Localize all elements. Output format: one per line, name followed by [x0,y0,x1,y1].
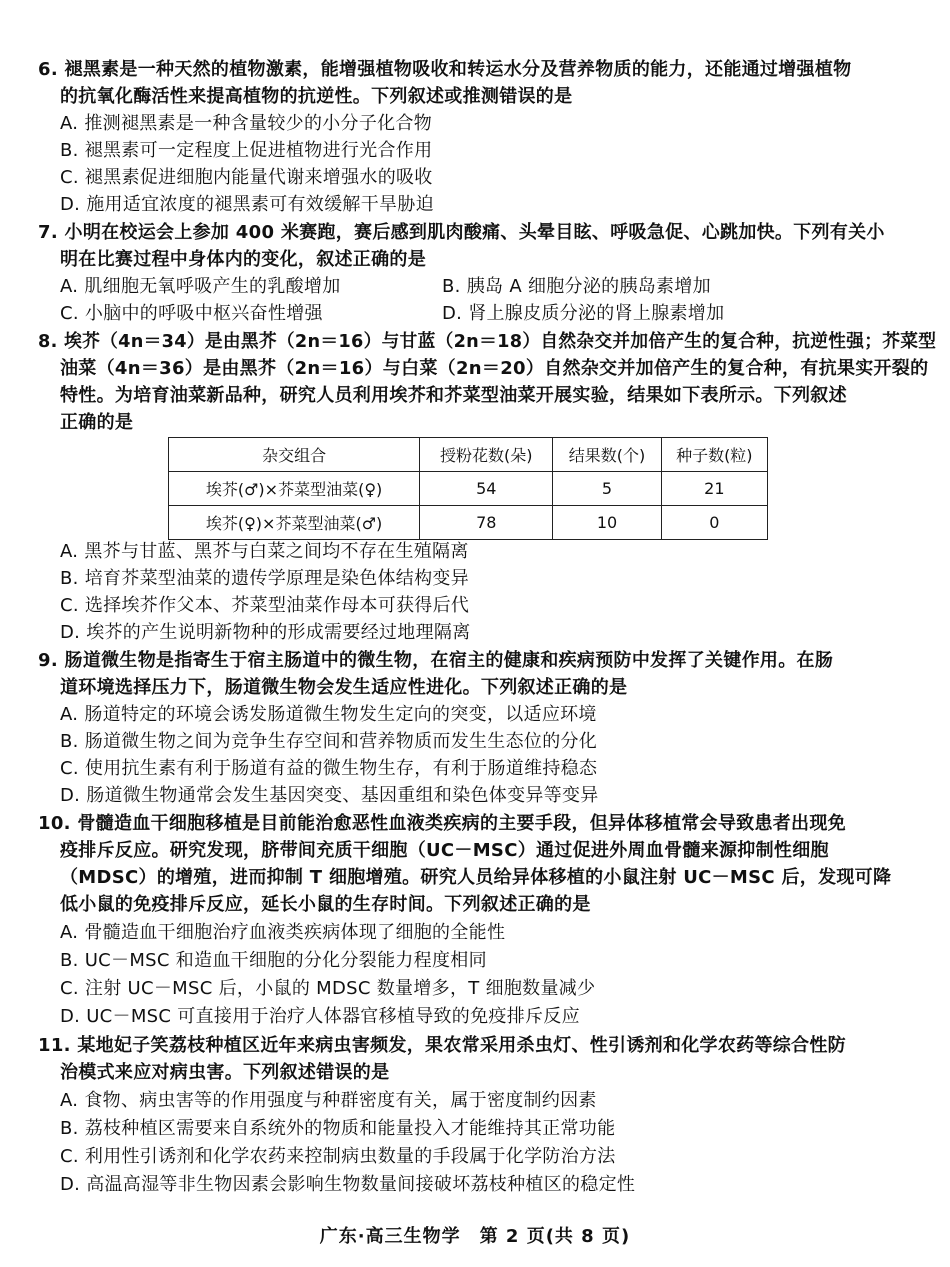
option-a: A. 食物、病虫害等的作用强度与种群密度有关，属于密度制约因素 [60,1090,597,1111]
table-cell: 埃芥(♀)×芥菜型油菜(♂) [169,506,420,540]
option-b: B. 褪黑素可一定程度上促进植物进行光合作用 [60,140,433,161]
option-b: B. UC－MSC 和造血干细胞的分化分裂能力程度相同 [60,950,487,971]
question-stem-line: 疫排斥反应。研究发现，脐带间充质干细胞（UC－MSC）通过促进外周血骨髓来源抑制性细胞 [60,840,829,861]
table-cell: 0 [661,506,767,540]
page-footer: 广东·高三生物学 第 2 页(共 8 页) [319,1226,631,1247]
option-b: B. 荔枝种植区需要来自系统外的物质和能量投入才能维持其正常功能 [60,1118,616,1139]
question-stem-line: （MDSC）的增殖，进而抑制 T 细胞增殖。研究人员给异体移植的小鼠注射 UC－MSC 后，发现可降 [60,867,892,888]
table-row [169,506,768,540]
question-stem-line: 10. 骨髓造血干细胞移植是目前能治愈恶性血液类疾病的主要手段，但异体移植常会导致患者出现免 [38,813,846,834]
question-stem-line: 治模式来应对病虫害。下列叙述错误的是 [60,1062,390,1083]
option-b: B. 肠道微生物之间为竞争生存空间和营养物质而发生生态位的分化 [60,731,598,752]
table-header-row [169,438,768,472]
question-stem-line: 11. 某地妃子笑荔枝种植区近年来病虫害频发，果农常采用杀虫灯、性引诱剂和化学农药等综合性防 [38,1035,846,1056]
option-d: D. 埃芥的产生说明新物种的形成需要经过地理隔离 [60,622,471,643]
table-cell: 5 [553,472,661,506]
table-header-cell: 杂交组合 [169,438,420,472]
table-cell: 10 [553,506,661,540]
question-stem-line: 7. 小明在校运会上参加 400 米赛跑，赛后感到肌肉酸痛、头晕目眩、呼吸急促、心跳加快。下列有关小 [38,222,885,243]
option-b: B. 培育芥菜型油菜的遗传学原理是染色体结构变异 [60,568,469,589]
option-a: A. 黑芥与甘蓝、黑芥与白菜之间均不存在生殖隔离 [60,541,469,562]
question-stem-line: 6. 褪黑素是一种天然的植物激素，能增强植物吸收和转运水分及营养物质的能力，还能通过增强植物 [38,59,852,80]
option-d: D. 施用适宜浓度的褪黑素可有效缓解干旱胁迫 [60,194,434,215]
table-cell: 埃芥(♂)×芥菜型油菜(♀) [169,472,420,506]
option-b: B. 胰岛 A 细胞分泌的胰岛素增加 [442,276,711,297]
option-c: C. 使用抗生素有利于肠道有益的微生物生存，有利于肠道维持稳态 [60,758,598,779]
table-cell: 54 [420,472,553,506]
table-row [169,472,768,506]
table-header-cell: 种子数(粒) [661,438,767,472]
question-stem-line: 低小鼠的免疫排斥反应，延长小鼠的生存时间。下列叙述正确的是 [60,894,591,915]
question-stem-line: 特性。为培育油菜新品种，研究人员利用埃芥和芥菜型油菜开展实验，结果如下表所示。下列叙述 [60,385,847,406]
option-c: C. 注射 UC－MSC 后，小鼠的 MDSC 数量增多，T 细胞数量减少 [60,978,596,999]
table-cell: 21 [661,472,767,506]
question-stem-line: 道环境选择压力下，肠道微生物会发生适应性进化。下列叙述正确的是 [60,677,628,698]
option-d: D. 肠道微生物通常会发生基因突变、基因重组和染色体变异等变异 [60,785,599,806]
option-a: A. 肠道特定的环境会诱发肠道微生物发生定向的突变，以适应环境 [60,704,597,725]
option-a: A. 推测褪黑素是一种含量较少的小分子化合物 [60,113,433,134]
option-a: A. 骨髓造血干细胞治疗血液类疾病体现了细胞的全能性 [60,922,506,943]
option-c: C. 褪黑素促进细胞内能量代谢来增强水的吸收 [60,167,433,188]
option-a: A. 肌细胞无氧呼吸产生的乳酸增加 [60,276,341,297]
question-stem-line: 的抗氧化酶活性来提高植物的抗逆性。下列叙述或推测错误的是 [60,86,573,107]
option-c: C. 利用性引诱剂和化学农药来控制病虫数量的手段属于化学防治方法 [60,1146,616,1167]
question-stem-line: 油菜（4n＝36）是由黑芥（2n＝16）与白菜（2n＝20）自然杂交并加倍产生的复合种，有抗果实开裂的 [60,358,929,379]
table-cell: 78 [420,506,553,540]
option-c: C. 选择埃芥作父本、芥菜型油菜作母本可获得后代 [60,595,470,616]
hybridization-table [168,437,768,540]
option-d: D. 高温高湿等非生物因素会影响生物数量间接破坏荔枝种植区的稳定性 [60,1174,636,1195]
table-header-cell: 结果数(个) [553,438,661,472]
question-stem-line: 明在比赛过程中身体内的变化，叙述正确的是 [60,249,426,270]
option-c: C. 小脑中的呼吸中枢兴奋性增强 [60,303,323,324]
question-stem-line: 正确的是 [60,412,134,433]
option-d: D. 肾上腺皮质分泌的肾上腺素增加 [442,303,725,324]
question-stem-line: 8. 埃芥（4n＝34）是由黑芥（2n＝16）与甘蓝（2n＝18）自然杂交并加倍产生的复合种，抗逆性强；芥菜型 [38,331,937,352]
option-d: D. UC－MSC 可直接用于治疗人体器官移植导致的免疫排斥反应 [60,1006,580,1027]
table-header-cell: 授粉花数(朵) [420,438,553,472]
question-stem-line: 9. 肠道微生物是指寄生于宿主肠道中的微生物，在宿主的健康和疾病预防中发挥了关键作用。在肠 [38,650,834,671]
